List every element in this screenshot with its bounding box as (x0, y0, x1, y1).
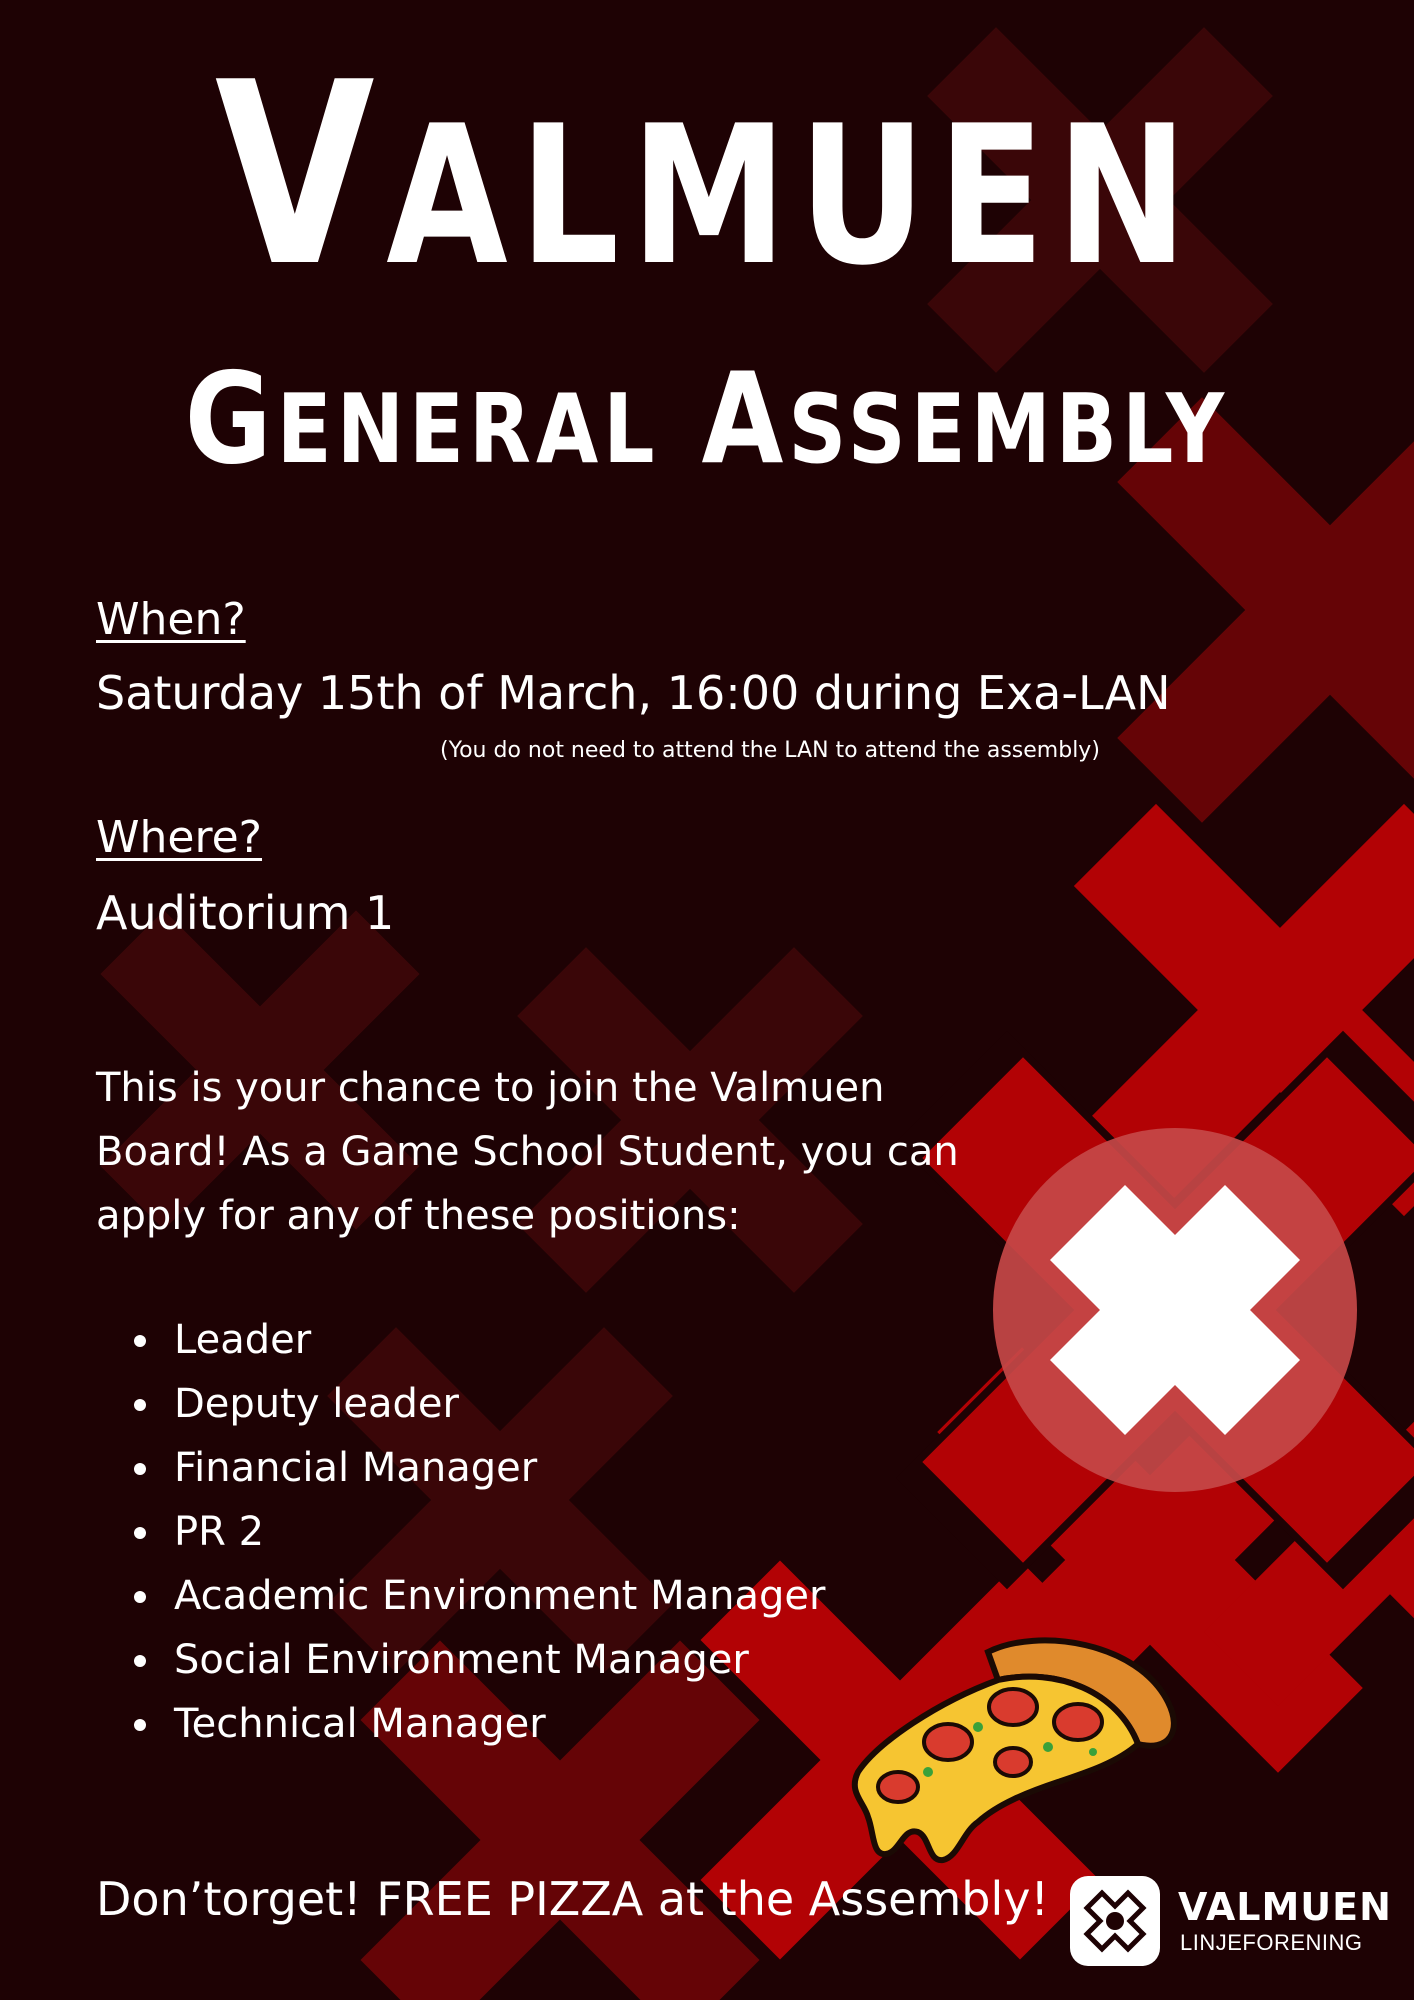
page-title: VALMUEN (214, 29, 1200, 322)
list-item: Social Environment Manager (108, 1628, 825, 1692)
list-item: Leader (108, 1308, 825, 1372)
list-item: Technical Manager (108, 1692, 825, 1756)
intro-text: This is your chance to join the Valmuen Board! As a Game School Student, you can apply for any of these positions: (96, 1065, 959, 1239)
logo-tagline: LINJEFORENING (1180, 1930, 1363, 1955)
list-item: Financial Manager (108, 1436, 825, 1500)
list-item: PR 2 (108, 1500, 825, 1564)
page-subtitle: GENERAL ASSEMBLY (184, 345, 1230, 492)
valmuen-logo-icon (1070, 1876, 1160, 1966)
when-value: Saturday 15th of March, 16:00 during Exa-LAN (96, 666, 1171, 720)
positions-list (108, 1308, 825, 1756)
when-label: When? (96, 594, 246, 645)
when-note: (You do not need to attend the LAN to attend the assembly) (440, 738, 1100, 763)
logo-name: VALMUEN (1178, 1885, 1392, 1929)
pizza-slice-icon (838, 1632, 1180, 1872)
list-item: Academic Environment Manager (108, 1564, 825, 1628)
list-item: Deputy leader (108, 1372, 825, 1436)
where-label: Where? (96, 812, 263, 863)
where-value: Auditorium 1 (96, 886, 395, 940)
pizza-note: Don’torget! FREE PIZZA at the Assembly! (96, 1872, 1049, 1926)
